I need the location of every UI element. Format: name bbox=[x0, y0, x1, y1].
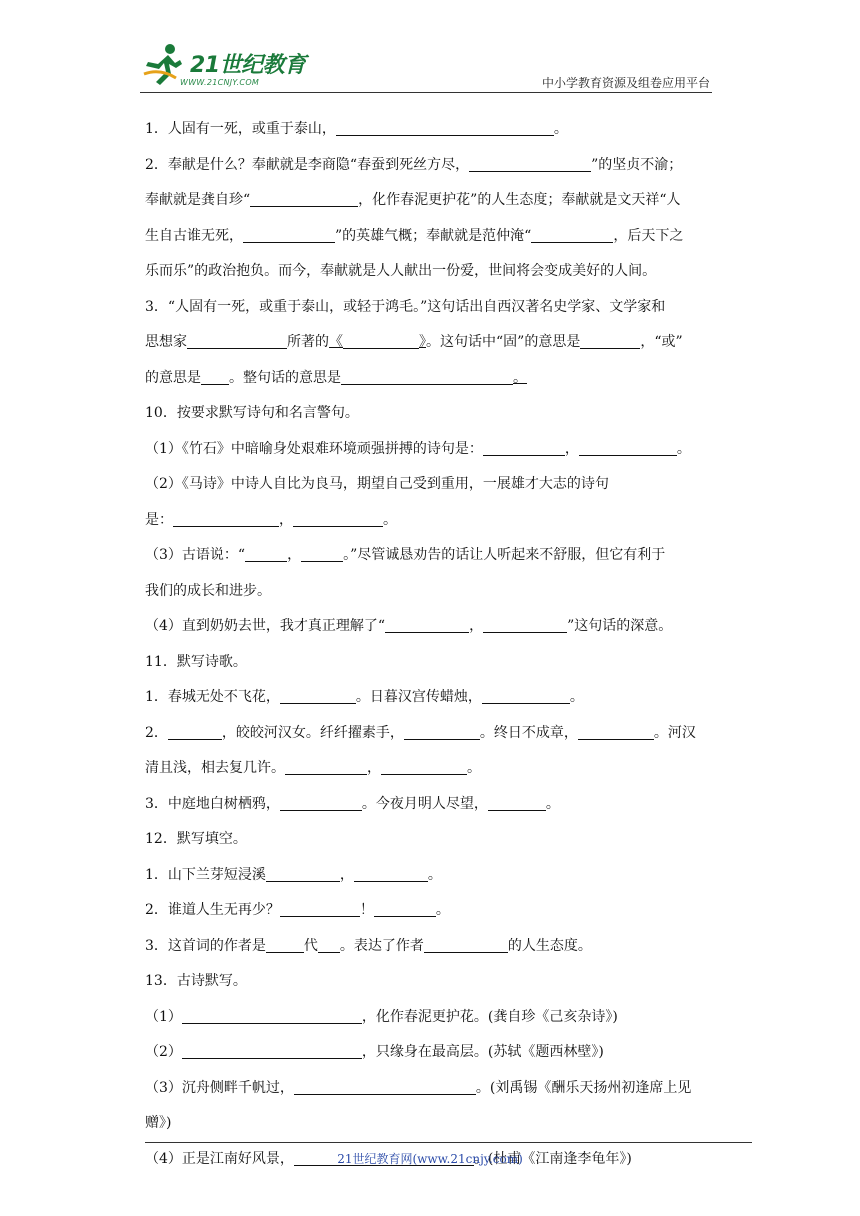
header-divider bbox=[140, 92, 712, 93]
answer-blank[interactable] bbox=[201, 369, 229, 385]
question-line: （3）沉舟侧畔千帆过， 。(刘禹锡《酬乐天扬州初逢席上见 bbox=[145, 1079, 692, 1096]
question-line: 1．人固有一死，或重于泰山， 。 bbox=[145, 121, 568, 137]
question-line: （2）《马诗》中诗人自比为良马，期望自己受到重用，一展雄才大志的诗句 bbox=[145, 476, 609, 492]
answer-blank[interactable] bbox=[266, 937, 304, 953]
answer-blank[interactable] bbox=[285, 759, 367, 775]
answer-blank[interactable] bbox=[245, 546, 287, 562]
question-line: 生自古谁无死， ”的英雄气概；奉献就是范仲淹“ ，后天下之 bbox=[145, 227, 684, 244]
logo-url: WWW.21CNJY.COM bbox=[180, 78, 260, 87]
question-line: 乐而乐”的政治抱负。而今，奉献就是人人献出一份爱，世间将会变成美好的人间。 bbox=[145, 263, 657, 279]
answer-blank[interactable] bbox=[293, 511, 383, 527]
answer-blank[interactable] bbox=[250, 191, 358, 207]
answer-blank[interactable] bbox=[483, 617, 567, 633]
answer-blank[interactable] bbox=[173, 511, 279, 527]
answer-blank[interactable] bbox=[301, 546, 343, 562]
answer-blank[interactable] bbox=[280, 795, 362, 811]
question-line: 2．谁道人生无再少？ ！ 。 bbox=[145, 902, 450, 918]
section-heading: 10．按要求默写诗句和名言警句。 bbox=[145, 405, 359, 421]
answer-blank[interactable] bbox=[404, 724, 480, 740]
question-line: 清且浅，相去复几许。 ， 。 bbox=[145, 760, 481, 776]
question-line: 赠》) bbox=[145, 1115, 172, 1131]
answer-blank[interactable] bbox=[531, 227, 613, 243]
answer-blank[interactable] bbox=[488, 795, 546, 811]
answer-blank[interactable] bbox=[336, 120, 554, 136]
question-line: 的意思是 。整句话的意思是 。 bbox=[145, 369, 527, 386]
answer-blank[interactable] bbox=[243, 227, 335, 243]
question-line: 3．中庭地白树栖鸦， 。今夜月明人尽望， 。 bbox=[145, 795, 560, 812]
question-line: 2． ，皎皎河汉女。纤纤擢素手， 。终日不成章， 。河汉 bbox=[145, 724, 696, 741]
question-line: 奉献就是龚自珍“ ，化作春泥更护花”的人生态度；奉献就是文天祥“人 bbox=[145, 192, 681, 208]
answer-blank[interactable] bbox=[341, 369, 513, 385]
answer-blank[interactable] bbox=[385, 617, 469, 633]
answer-blank[interactable] bbox=[294, 1079, 476, 1095]
answer-blank[interactable] bbox=[579, 440, 677, 456]
platform-label: 中小学教育资源及组卷应用平台 bbox=[541, 76, 710, 90]
answer-blank[interactable] bbox=[280, 688, 356, 704]
question-line: 3．“人固有一死，或重于泰山，或轻于鸿毛。”这句话出自西汉著名史学家、文学家和 bbox=[145, 298, 666, 315]
question-line: （1）《竹石》中暗喻身处艰难环境顽强拼搏的诗句是： ， 。 bbox=[145, 440, 691, 457]
brand-logo bbox=[140, 40, 310, 92]
question-line: （3）古语说：“ ， 。”尽管诚恳劝告的话让人听起来不舒服，但它有利于 bbox=[145, 547, 666, 563]
answer-blank[interactable] bbox=[469, 156, 591, 172]
question-line: 我们的成长和进步。 bbox=[145, 582, 271, 599]
answer-blank[interactable] bbox=[381, 759, 467, 775]
section-heading: 12．默写填空。 bbox=[145, 831, 247, 847]
answer-blank[interactable] bbox=[483, 440, 565, 456]
answer-blank[interactable] bbox=[182, 1043, 362, 1059]
answer-blank[interactable] bbox=[280, 901, 360, 917]
answer-blank[interactable] bbox=[424, 937, 508, 953]
question-line: （4）正是江南好风景， 。(杜甫《江南逢李龟年》) bbox=[145, 1150, 632, 1167]
question-line: 是： ， 。 bbox=[145, 511, 397, 528]
answer-blank[interactable] bbox=[266, 866, 340, 882]
section-heading: 11．默写诗歌。 bbox=[145, 653, 247, 670]
logo-text: 21世纪教育 bbox=[190, 53, 306, 78]
question-line: （1） ，化作春泥更护花。(龚自珍《己亥杂诗》) bbox=[145, 1008, 618, 1025]
answer-blank[interactable] bbox=[580, 333, 640, 349]
footer-divider bbox=[145, 1142, 752, 1143]
question-line: 1．山下兰芽短浸溪 ， 。 bbox=[145, 866, 442, 883]
answer-blank[interactable] bbox=[354, 866, 428, 882]
answer-blank[interactable] bbox=[578, 724, 654, 740]
answer-blank[interactable] bbox=[318, 937, 340, 953]
question-line: （2） ，只缘身在最高层。(苏轼《题西林壁》) bbox=[145, 1044, 604, 1060]
question-line: （4）直到奶奶去世，我才真正理解了“ ， ”这句话的深意。 bbox=[145, 618, 673, 634]
footer-link[interactable]: 21世纪教育网(www.21cnjy.com) bbox=[337, 1152, 523, 1166]
section-heading: 13．古诗默写。 bbox=[145, 973, 247, 989]
answer-blank[interactable] bbox=[343, 333, 419, 349]
worksheet-body bbox=[145, 112, 725, 1177]
question-line: 3．这首词的作者是 代 。表达了作者 的人生态度。 bbox=[145, 937, 592, 954]
page-header bbox=[0, 0, 860, 100]
answer-blank[interactable] bbox=[374, 901, 436, 917]
answer-blank[interactable] bbox=[168, 724, 222, 740]
answer-blank[interactable] bbox=[187, 333, 287, 349]
question-line: 2．奉献是什么？奉献就是李商隐“春蚕到死丝方尽， ”的坚贞不渝； bbox=[145, 156, 683, 173]
answer-blank[interactable] bbox=[482, 688, 570, 704]
answer-blank[interactable] bbox=[182, 1008, 362, 1024]
question-line: 思想家 所著的《 》。这句话中“固”的意思是 ，“或” bbox=[145, 334, 683, 350]
question-line: 1．春城无处不飞花， 。日暮汉宫传蜡烛， 。 bbox=[145, 689, 584, 705]
